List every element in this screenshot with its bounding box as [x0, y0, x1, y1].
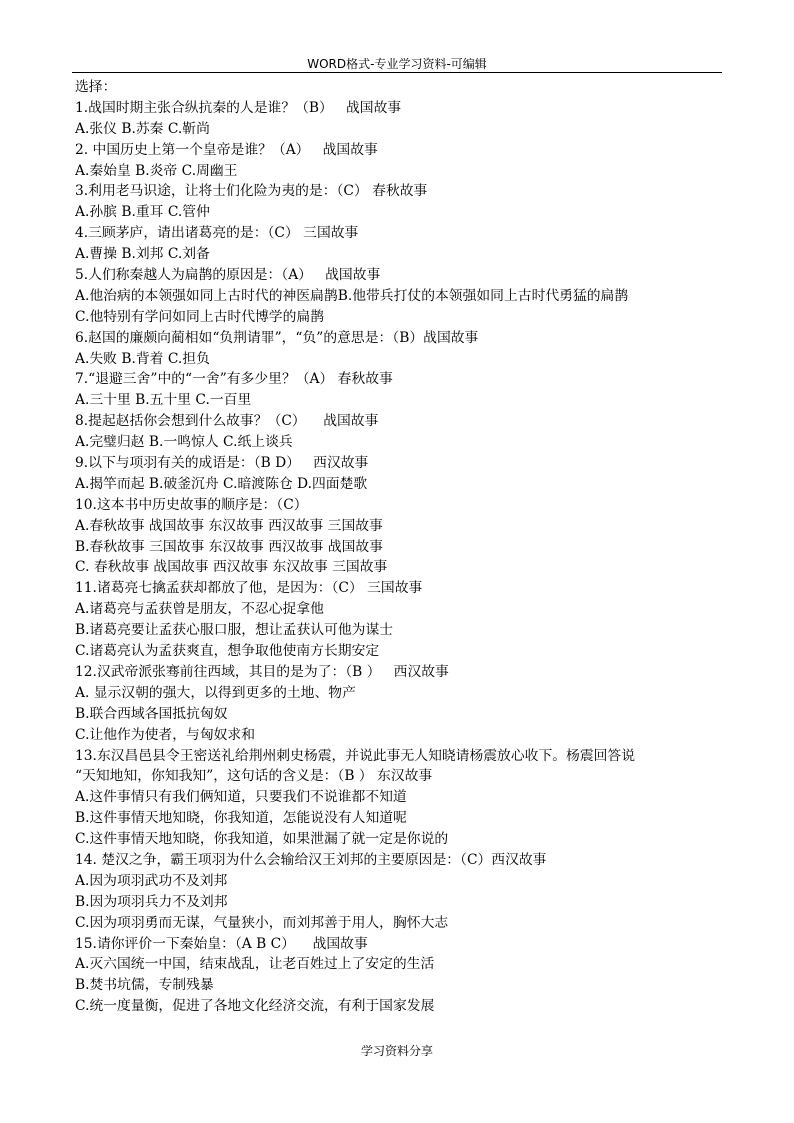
options-line: C.他特别有学问如同上古时代博学的扁鹊 [75, 308, 324, 325]
page-header: WORD格式-专业学习资料-可编辑 [307, 57, 487, 71]
options-line: A.灭六国统一中国，结束战乱，让老百姓过上了安定的生活 [75, 956, 435, 973]
question-line: 15.请你评价一下秦始皇：（A B C） 战国故事 [75, 935, 368, 952]
options-line: B.联合西域各国抵抗匈奴 [75, 705, 228, 722]
options-line: A.秦始皇 B.炎帝 C.周幽王 [75, 162, 238, 179]
options-line: A.诸葛亮与孟获曾是朋友，不忍心捉拿他 [75, 601, 324, 618]
options-line: C.让他作为使者，与匈奴求和 [75, 726, 256, 743]
question-line: 11.诸葛亮七擒孟获却都放了他，是因为：（C） 三国故事 [75, 580, 423, 597]
question-line: 14. 楚汉之争，霸王项羽为什么会输给汉王刘邦的主要原因是：（C）西汉故事 [75, 851, 547, 868]
options-line: C.因为项羽勇而无谋，气量狭小，而刘邦善于用人，胸怀大志 [75, 914, 449, 931]
options-line: A.他治病的本领强如同上古时代的神医扁鹊B.他带兵打仗的本领强如同上古时代勇猛的扁鹊 [75, 287, 629, 304]
options-line: B.诸葛亮要让孟获心服口服，想让孟获认可他为谋士 [75, 622, 394, 639]
options-line: A.曹操 B.刘邦 C.刘备 [75, 246, 210, 263]
options-line: A.揭竿而起 B.破釜沉舟 C.暗渡陈仓 D.四面楚歌 [75, 475, 368, 492]
options-line: C. 春秋故事 战国故事 西汉故事 东汉故事 三国故事 [75, 559, 388, 576]
question-line: 13.东汉昌邑县令王密送礼给荆州刺史杨震，并说此事无人知晓请杨震放心收下。杨震回答说 [75, 747, 636, 764]
options-line: B.春秋故事 三国故事 东汉故事 西汉故事 战国故事 [75, 538, 384, 555]
options-line: A. 显示汉朝的强大，以得到更多的土地、物产 [75, 684, 356, 701]
question-line: 2. 中国历史上第一个皇帝是谁？（A） 战国故事 [75, 141, 378, 158]
options-line: A.张仪 B.苏秦 C.靳尚 [75, 120, 210, 137]
options-line: B.焚书坑儒，专制残暴 [75, 977, 214, 994]
options-line: C.诸葛亮认为孟获爽直，想争取他使南方长期安定 [75, 643, 380, 660]
header-divider [72, 72, 722, 73]
options-line: A.失败 B.背着 C.担负 [75, 350, 210, 367]
question-line: 4.三顾茅庐，请出诸葛亮的是：（C） 三国故事 [75, 225, 359, 242]
options-line: A.孙膑 B.重耳 C.管仲 [75, 204, 210, 221]
question-line: 3.利用老马识途，让将士们化险为夷的是：（C） 春秋故事 [75, 183, 428, 200]
options-line: A.春秋故事 战国故事 东汉故事 西汉故事 三国故事 [75, 517, 383, 534]
question-line: 8.提起赵括你会想到什么故事？（C） 战国故事 [75, 413, 379, 430]
question-line: 6.赵国的廉颇向蔺相如“负荆请罪”，“负”的意思是：（B）战国故事 [75, 329, 479, 346]
section-heading: 选择： [75, 79, 117, 95]
question-content [75, 77, 725, 1017]
question-line: “天知地知，你知我知”，这句话的含义是：（B ） 东汉故事 [75, 768, 433, 785]
question-line: 5.人们称秦越人为扁鹊的原因是：（A） 战国故事 [75, 267, 381, 284]
page-footer: 学习资料分享 [360, 1044, 433, 1058]
options-line: B.这件事情天地知晓，你我知道，怎能说没有人知道呢 [75, 810, 407, 827]
question-line: 9.以下与项羽有关的成语是：（B D） 西汉故事 [75, 455, 369, 472]
question-line: 10.这本书中历史故事的顺序是：（C） [75, 496, 308, 513]
options-line: C.这件事情天地知晓，你我知道，如果泄漏了就一定是你说的 [75, 831, 449, 848]
question-line: 7.“退避三舍”中的“一舍”有多少里？（A） 春秋故事 [75, 371, 393, 388]
options-line: A.完璧归赵 B.一鸣惊人 C.纸上谈兵 [75, 434, 293, 451]
question-line: 12.汉武帝派张骞前往西域，其目的是为了：（B ） 西汉故事 [75, 663, 449, 680]
options-line: A.因为项羽武功不及刘邦 [75, 872, 228, 889]
options-line: A.这件事情只有我们俩知道，只要我们不说谁都不知道 [75, 789, 407, 806]
options-line: A.三十里 B.五十里 C.一百里 [75, 392, 252, 409]
options-line: C.统一度量衡，促进了各地文化经济交流，有利于国家发展 [75, 998, 435, 1015]
options-line: B.因为项羽兵力不及刘邦 [75, 893, 228, 910]
question-line: 1.战国时期主张合纵抗秦的人是谁？（B） 战国故事 [75, 99, 402, 116]
